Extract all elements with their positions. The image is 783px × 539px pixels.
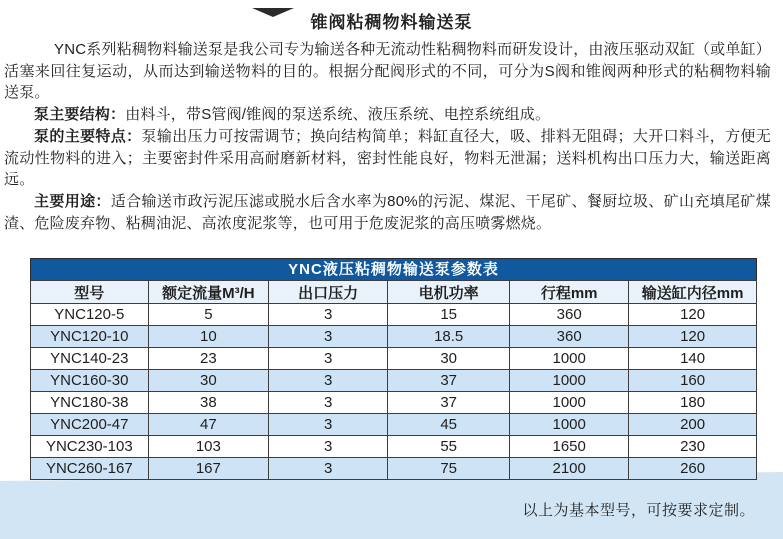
column-header: 型号 (31, 281, 149, 304)
table-cell: 10 (148, 326, 269, 348)
table-cell: 37 (388, 370, 510, 392)
usage-label: 主要用途： (34, 192, 111, 210)
table-row (31, 392, 757, 414)
table-cell: 140 (629, 348, 757, 370)
table-cell: 75 (388, 458, 510, 480)
table-row (31, 414, 757, 436)
usage-text: 适合输送市政污泥压滤或脱水后含水率为80%的污泥、煤泥、干尾矿、餐厨垃圾、矿山充填尾矿煤渣、危险废弃物、粘稠油泥、高浓度泥浆等，也可用于危废泥浆的高压喷雾燃烧。 (4, 192, 771, 232)
table-cell: 23 (148, 348, 269, 370)
table-cell: YNC260-167 (31, 458, 149, 480)
table-cell: YNC120-5 (31, 304, 149, 326)
table-cell: 2100 (510, 458, 629, 480)
table-cell: 15 (388, 304, 510, 326)
column-header: 输送缸内径mm (629, 281, 757, 304)
table-cell: YNC120-10 (31, 326, 149, 348)
intro-paragraph: YNC系列粘稠物料输送泵是我公司专为输送各种无流动性粘稠物料而研发设计，由液压驱动双缸（或单缸）活塞来回往复运动，从而达到输送物料的目的。根据分配阀形式的不同，可分为S阀和锥阀两种形式的粘稠物料输送泵。 (4, 41, 771, 102)
column-header: 行程mm (510, 281, 629, 304)
table-row (31, 436, 757, 458)
table-cell: 1000 (510, 414, 629, 436)
table-cell: 3 (269, 392, 388, 414)
page-title: 锥阀粘稠物料输送泵 (310, 13, 473, 32)
table-cell: 360 (510, 304, 629, 326)
column-header: 电机功率 (388, 281, 510, 304)
table-header-row (31, 281, 757, 304)
table-cell: 3 (269, 348, 388, 370)
table-cell: 37 (388, 392, 510, 414)
table-title: YNC液压粘稠物输送泵参数表 (30, 258, 757, 280)
table-cell: 18.5 (388, 326, 510, 348)
table-row (31, 348, 757, 370)
table-row (31, 458, 757, 480)
table-cell: 45 (388, 414, 510, 436)
table-cell: YNC180-38 (31, 392, 149, 414)
parameter-table-grid (30, 280, 757, 480)
table-cell: 3 (269, 436, 388, 458)
structure-label: 泵主要结构： (34, 106, 126, 124)
structure-text: 由料斗，带S管阀/锥阀的泵送系统、液压系统、电控系统组成。 (125, 106, 551, 124)
features-paragraph (4, 126, 771, 191)
table-row (31, 304, 757, 326)
table-row (31, 370, 757, 392)
table-cell: 1000 (510, 348, 629, 370)
table-cell: 3 (269, 370, 388, 392)
table-cell: YNC160-30 (31, 370, 149, 392)
table-cell: 47 (148, 414, 269, 436)
description-block (4, 39, 771, 234)
table-cell: 30 (388, 348, 510, 370)
table-cell: 160 (629, 370, 757, 392)
table-row (31, 326, 757, 348)
table-cell: YNC140-23 (31, 348, 149, 370)
table-cell: 30 (148, 370, 269, 392)
table-cell: 38 (148, 392, 269, 414)
parameter-table (30, 258, 757, 480)
features-text: 泵输出压力可按需调节；换向结构简单；料缸直径大，吸、排料无阻碍；大开口料斗，方便无流动性物料的进入；主要密封件采用高耐磨新材料，密封性能良好，物料无泄漏；送料机构出口压力大，输送距离远。 (4, 127, 771, 189)
table-cell: YNC200-47 (31, 414, 149, 436)
table-footnote: 以上为基本型号，可按要求定制。 (522, 502, 755, 519)
table-cell: 1000 (510, 392, 629, 414)
table-cell: 120 (629, 326, 757, 348)
table-cell: 3 (269, 326, 388, 348)
structure-paragraph (4, 104, 771, 126)
table-cell: 120 (629, 304, 757, 326)
table-cell: YNC230-103 (31, 436, 149, 458)
table-cell: 1000 (510, 370, 629, 392)
table-cell: 167 (148, 458, 269, 480)
table-cell: 360 (510, 326, 629, 348)
table-cell: 3 (269, 458, 388, 480)
table-cell: 200 (629, 414, 757, 436)
table-cell: 103 (148, 436, 269, 458)
table-cell: 55 (388, 436, 510, 458)
usage-paragraph (4, 191, 771, 234)
table-cell: 5 (148, 304, 269, 326)
features-label: 泵的主要特点： (34, 127, 142, 145)
table-cell: 3 (269, 414, 388, 436)
table-cell: 180 (629, 392, 757, 414)
table-cell: 1650 (510, 436, 629, 458)
column-header: 出口压力 (269, 281, 388, 304)
table-cell: 260 (629, 458, 757, 480)
table-cell: 230 (629, 436, 757, 458)
column-header: 额定流量M³/H (148, 281, 269, 304)
table-cell: 3 (269, 304, 388, 326)
